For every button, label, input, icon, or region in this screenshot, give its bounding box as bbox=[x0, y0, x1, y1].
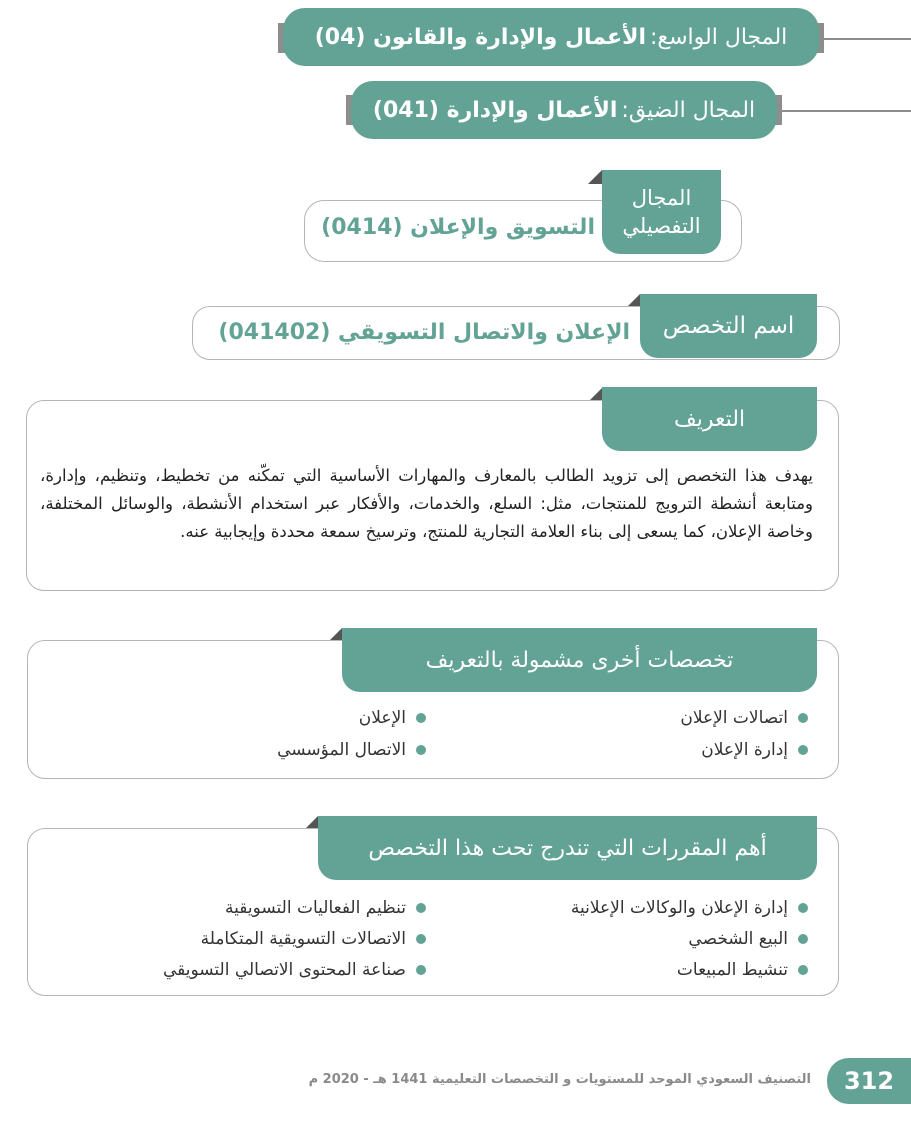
list-item: الإعلان bbox=[359, 708, 426, 728]
corner-notch bbox=[330, 628, 342, 640]
narrow-field-label: المجال الضيق: bbox=[621, 97, 756, 123]
connector-line bbox=[780, 110, 911, 112]
broad-field-pill bbox=[283, 8, 819, 66]
list-item: الاتصالات التسويقية المتكاملة bbox=[201, 929, 426, 949]
bullet-icon bbox=[798, 745, 808, 755]
broad-field-value: الأعمال والإدارة والقانون (04) bbox=[314, 24, 646, 50]
bullet-icon bbox=[416, 713, 426, 723]
list-item: تنشيط المبيعات bbox=[677, 960, 808, 980]
page-number: 312 bbox=[827, 1058, 911, 1104]
courses-title: أهم المقررات التي تندرج تحت هذا التخصص bbox=[318, 816, 817, 880]
bullet-icon bbox=[416, 903, 426, 913]
definition-text: يهدف هذا التخصص إلى تزويد الطالب بالمعارف والمهارات الأساسية التي تمكّنه من تخطيط، وتنظيم، وإدارة، ومتابعة أنشطة الترويج للمنتجات، مثل: السلع، والخدمات، والأفكار عبر استخدام الأنشطة، والوسائل المختلفة، وخاصة الإعلان، كما يسعى إلى بناء العلامة التجارية للمنتج، وترسيخ سمعة محددة وإيجابية عنه. bbox=[40, 466, 813, 541]
bullet-icon bbox=[416, 745, 426, 755]
list-item: البيع الشخصي bbox=[688, 929, 808, 949]
detailed-field-label-line2: التفصيلي bbox=[622, 214, 701, 238]
other-specializations-title: تخصصات أخرى مشمولة بالتعريف bbox=[342, 628, 817, 692]
list-item: إدارة الإعلان bbox=[701, 740, 808, 760]
footer-text: التصنيف السعودي الموحد للمستويات و التخصصات التعليمية 1441 هـ - 2020 م bbox=[308, 1072, 811, 1087]
list-item: الاتصال المؤسسي bbox=[277, 740, 426, 760]
narrow-field-value: الأعمال والإدارة (041) bbox=[372, 97, 618, 123]
bullet-icon bbox=[798, 903, 808, 913]
list-item: صناعة المحتوى الاتصالي التسويقي bbox=[163, 960, 426, 980]
narrow-field-pill bbox=[351, 81, 777, 139]
bullet-icon bbox=[798, 965, 808, 975]
detailed-field-value: التسويق والإعلان (0414) bbox=[321, 215, 595, 240]
detailed-field-label-line1: المجال bbox=[631, 186, 692, 210]
bullet-icon bbox=[416, 934, 426, 944]
specialization-label: اسم التخصص bbox=[640, 294, 817, 358]
definition-title: التعريف bbox=[602, 387, 817, 451]
corner-notch bbox=[588, 170, 602, 184]
bullet-icon bbox=[798, 713, 808, 723]
corner-notch bbox=[306, 816, 318, 828]
detailed-field-label bbox=[602, 170, 721, 254]
list-item: إدارة الإعلان والوكالات الإعلانية bbox=[571, 898, 808, 918]
bullet-icon bbox=[416, 965, 426, 975]
connector-line bbox=[822, 38, 911, 40]
broad-field-label: المجال الواسع: bbox=[650, 24, 788, 50]
bullet-icon bbox=[798, 934, 808, 944]
corner-notch bbox=[628, 294, 640, 306]
list-item: اتصالات الإعلان bbox=[680, 708, 808, 728]
specialization-value: الإعلان والاتصال التسويقي (041402) bbox=[218, 320, 630, 345]
list-item: تنظيم الفعاليات التسويقية bbox=[225, 898, 426, 918]
